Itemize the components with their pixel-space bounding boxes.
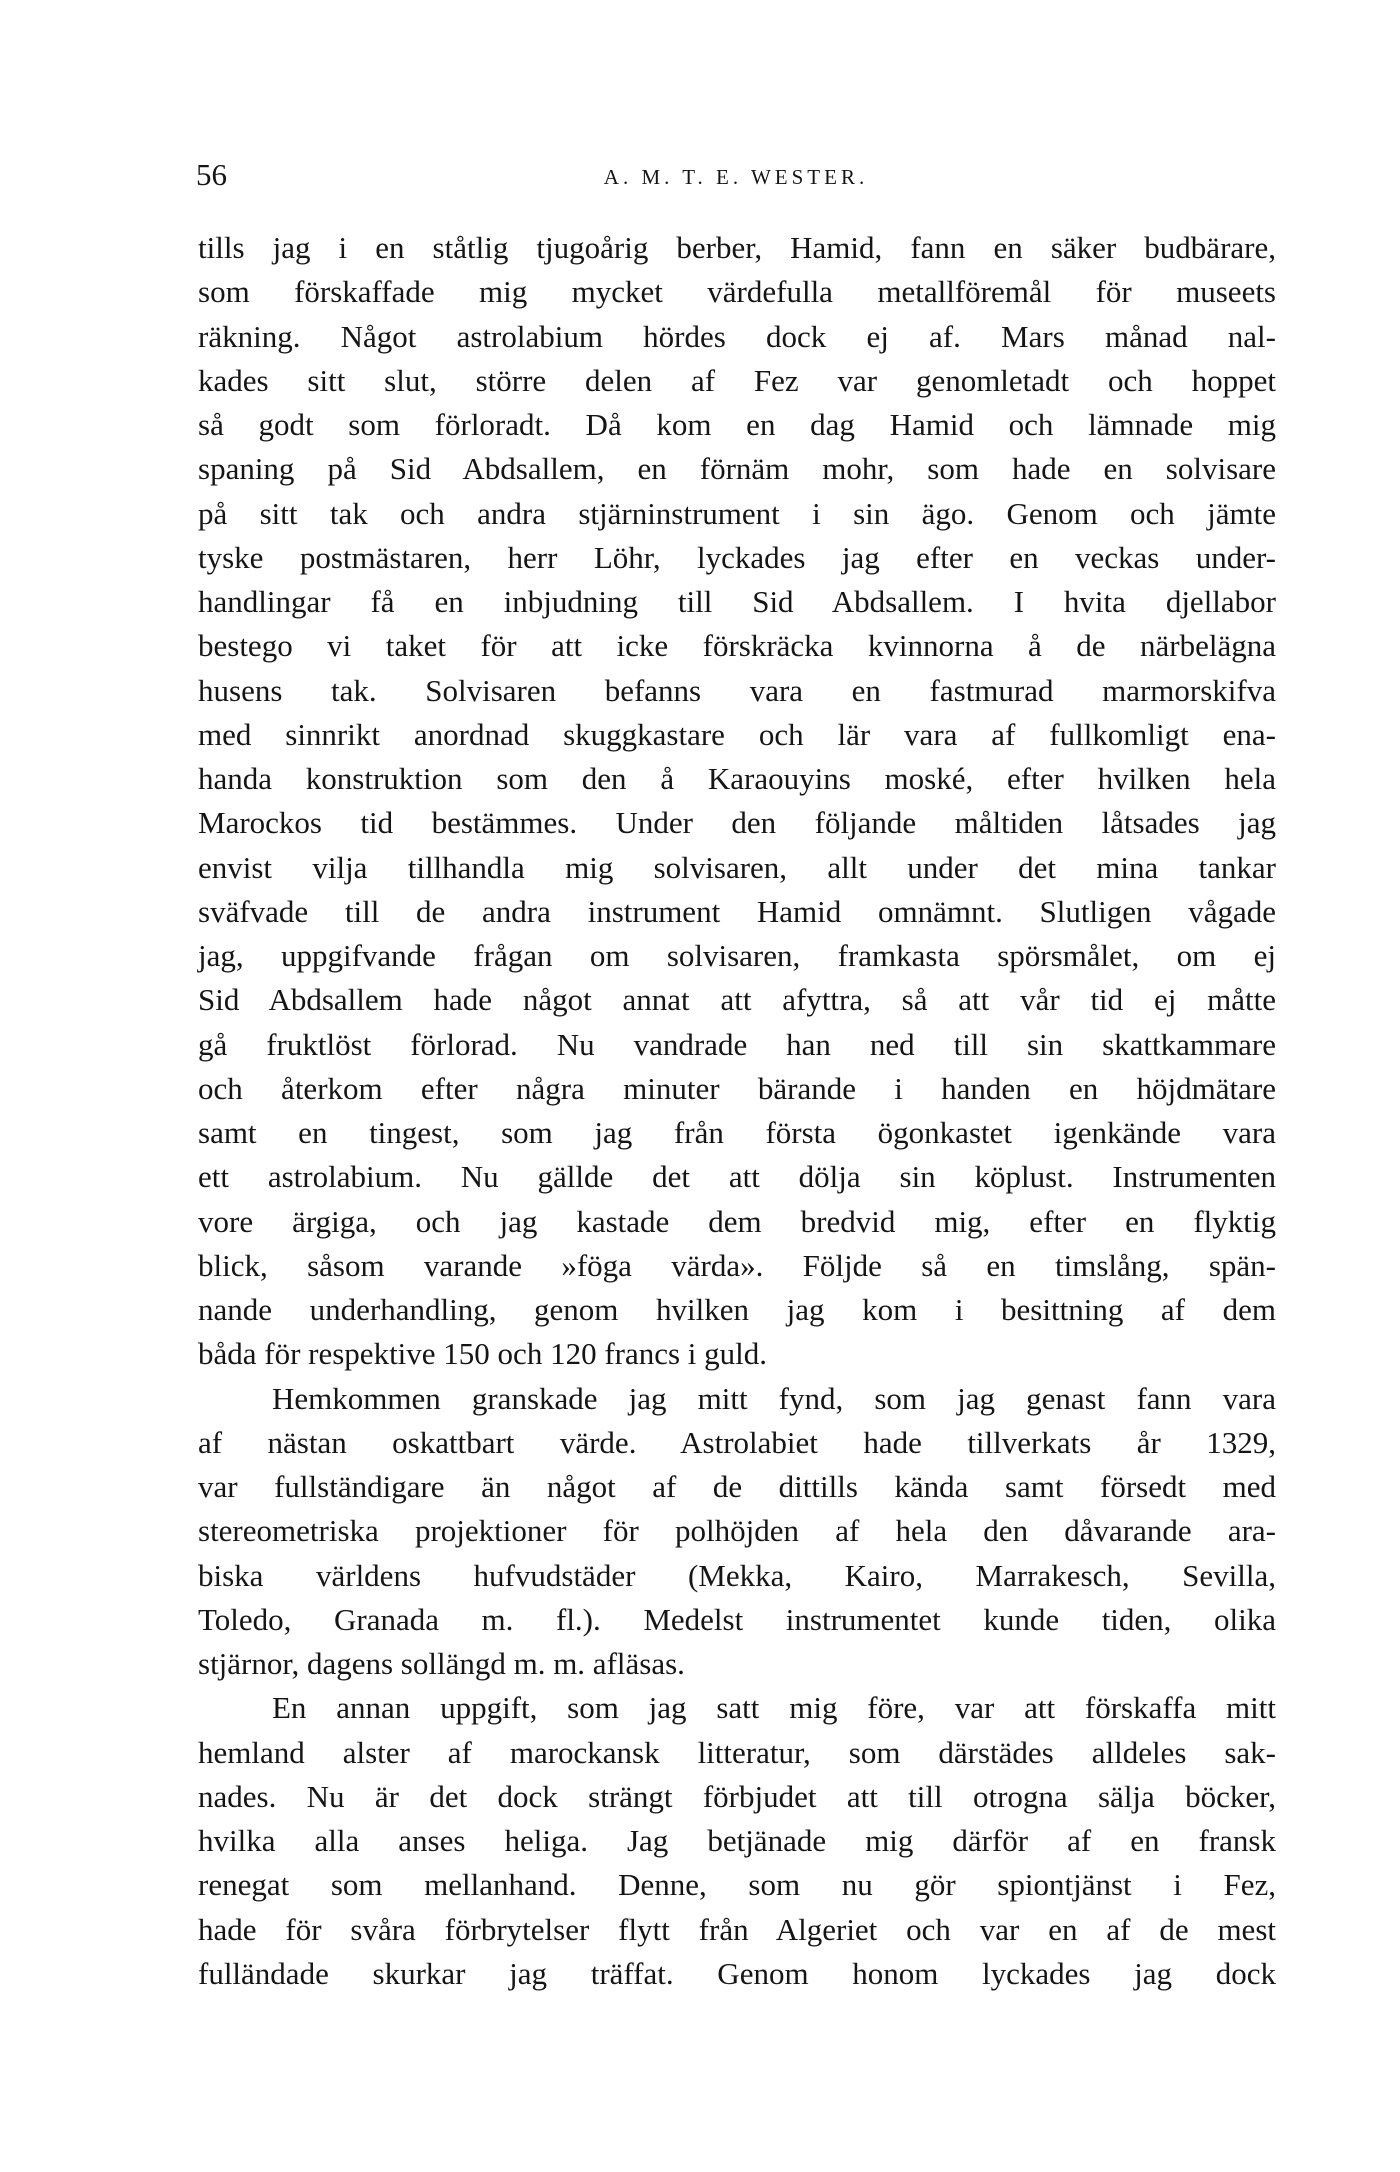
text-line: husens tak. Solvisaren befanns vara en fastmurad marmorskifva	[198, 672, 1276, 708]
text-line: af nästan oskattbart värde. Astrolabiet hade tillverkats år 1329,	[198, 1424, 1276, 1460]
text-line: gå fruktlöst förlorad. Nu vandrade han ned till sin skattkammare	[198, 1026, 1276, 1062]
text-line: Sid Abdsallem hade något annat att afyttra, så att vår tid ej måtte	[198, 982, 1276, 1018]
text-line: handa konstruktion som den å Karaouyins moské, efter hvilken hela	[198, 761, 1276, 796]
text-line: samt en tingest, som jag från första ögonkastet igenkände vara	[198, 1115, 1276, 1150]
text-line: renegat som mellanhand. Denne, som nu gör spiontjänst i Fez,	[198, 1867, 1276, 1903]
text-line: Hemkommen granskade jag mitt fynd, som jag genast fann vara	[272, 1380, 1276, 1416]
text-line: sväfvade till de andra instrument Hamid omnämnt. Slutligen vågade	[198, 893, 1276, 929]
text-line: räkning. Något astrolabium hördes dock ej af. Mars månad nal-	[198, 318, 1276, 354]
text-line: och återkom efter några minuter bärande i handen en höjdmätare	[198, 1070, 1276, 1106]
text-line: var fullständigare än något af de dittills kända samt försedt med	[198, 1469, 1276, 1504]
text-line: jag, uppgifvande frågan om solvisaren, framkasta spörsmålet, om ej	[198, 938, 1276, 973]
running-head	[196, 155, 1276, 195]
text-line: så godt som förloradt. Då kom en dag Hamid och lämnade mig	[198, 407, 1276, 442]
text-line: nande underhandling, genom hvilken jag kom i besittning af dem	[198, 1292, 1276, 1327]
text-line: En annan uppgift, som jag satt mig före, var att förskaffa mitt	[272, 1690, 1276, 1726]
text-line: vore ärgiga, och jag kastade dem bredvid mig, efter en flyktig	[198, 1203, 1276, 1239]
text-line: hvilka alla anses heliga. Jag betjänade mig därför af en fransk	[198, 1823, 1276, 1858]
text-line: stjärnor, dagens sollängd m. m. afläsas.	[198, 1646, 685, 1681]
text-line: fulländade skurkar jag träffat. Genom honom lyckades jag dock	[198, 1955, 1276, 1991]
text-line: nades. Nu är det dock strängt förbjudet att till otrogna sälja böcker,	[198, 1778, 1276, 1814]
page-number: 56	[196, 157, 227, 192]
text-line: biska världens hufvudstäder (Mekka, Kairo, Marrakesch, Sevilla,	[198, 1557, 1276, 1593]
text-line: hade för svåra förbrytelser flytt från Algeriet och var en af de mest	[198, 1911, 1276, 1947]
text-line: envist vilja tillhandla mig solvisaren, allt under det mina tankar	[198, 849, 1276, 885]
text-line: tyske postmästaren, herr Löhr, lyckades jag efter en veckas under-	[198, 539, 1276, 575]
text-line: bestego vi taket för att icke förskräcka kvinnorna å de närbelägna	[198, 628, 1276, 664]
text-line: stereometriska projektioner för polhöjden af hela den dåvarande ara-	[198, 1513, 1276, 1549]
text-line: tills jag i en ståtlig tjugoårig berber, Hamid, fann en säker budbärare,	[198, 230, 1276, 265]
text-line: på sitt tak och andra stjärninstrument i sin ägo. Genom och jämte	[198, 495, 1276, 531]
running-title: A. M. T. E. WESTER.	[603, 165, 869, 189]
text-line: blick, såsom varande »föga värda». Följde så en timslång, spän-	[198, 1247, 1276, 1283]
body-text	[198, 226, 1276, 1996]
text-line: båda för respektive 150 och 120 francs i guld.	[198, 1336, 768, 1372]
text-line: handlingar få en inbjudning till Sid Abdsallem. I hvita djellabor	[198, 584, 1276, 619]
text-line: Toledo, Granada m. fl.). Medelst instrumentet kunde tiden, olika	[198, 1601, 1276, 1637]
text-line: med sinnrikt anordnad skuggkastare och lär vara af fullkomligt ena-	[198, 716, 1276, 752]
text-line: spaning på Sid Abdsallem, en förnäm mohr, som hade en solvisare	[198, 451, 1276, 487]
text-line: Marockos tid bestämmes. Under den följande måltiden låtsades jag	[198, 805, 1276, 841]
text-line: kades sitt slut, större delen af Fez var genomletadt och hoppet	[198, 362, 1276, 398]
text-line: som förskaffade mig mycket värdefulla metallföremål för museets	[198, 274, 1276, 310]
text-line: hemland alster af marockansk litteratur, som därstädes alldeles sak-	[198, 1734, 1276, 1770]
text-line: ett astrolabium. Nu gällde det att dölja sin köplust. Instrumenten	[198, 1159, 1276, 1195]
